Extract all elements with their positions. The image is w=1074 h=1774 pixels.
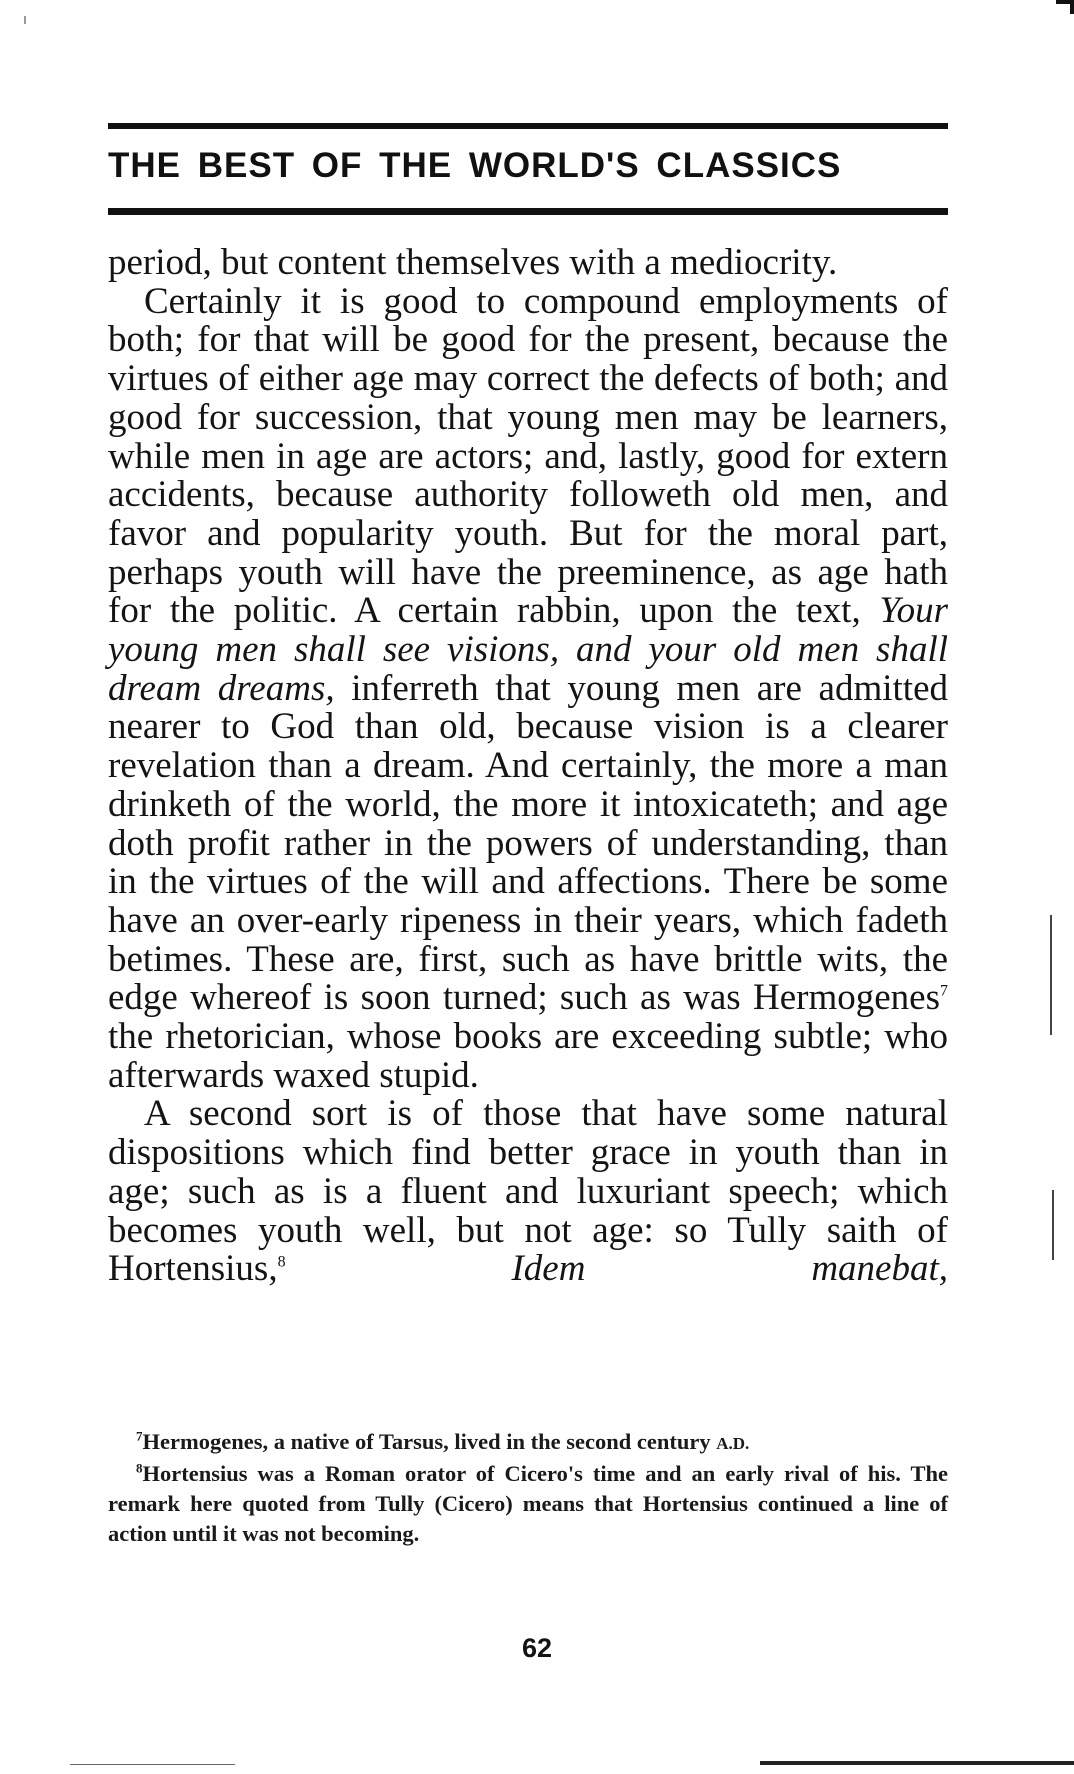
footnote-mark-8: 8 [136,1460,143,1476]
page-corner-mark [1056,0,1074,14]
running-head: THE BEST OF THE WORLD'S CLASSICS [108,146,842,185]
footnote-8-text: Hortensius was a Roman orator of Cicero's time and an early rival of his. The remark here quoted from Tully (Cicero) means that Hortensius continued a line of action until it was not becoming. [108,1461,948,1546]
paragraph-2-text-b: inferreth that young men are admitted nearer to God than old, because vision is a clearer revelation than a dream. And certainly, the more a man drinketh of the world, the more it intoxicateth; and age doth profit rather in the powers of understanding, than in the virtues of the will and affections. There be some have an over-early ripeness in their years, which fadeth betimes. These are, first, such as have brittle wits, the edge whereof is soon turned; such as was Hermogenes [108,667,948,1019]
paragraph-3 [108,1095,948,1289]
paragraph-1-text: period, but content themselves with a mediocrity. [108,242,838,283]
scan-edge-mark [1050,915,1052,1035]
scan-bottom-mark [70,1764,235,1765]
page-speck [24,16,26,24]
footnote-8 [108,1459,948,1549]
paragraph-2-text-a: Certainly it is good to compound employments of both; for that will be good for the present, because the virtues of either age may correct the defects of both; and good for succession, that young men may be learners, while men in age are actors; and, lastly, good for extern accidents, because authority followeth old men, and favor and popularity youth. But for the moral part, perhaps youth will have the preeminence, as age hath for the politic. A certain rabbin, upon the text, [108,280,948,632]
footnote-ref-8[interactable]: 8 [277,1253,286,1271]
footnote-7 [108,1427,948,1459]
page-number: 62 [521,1633,553,1663]
paragraph-2-text-c: the rhetorician, whose books are exceeding subtle; who afterwards waxed stupid. [108,1016,948,1096]
footnotes [108,1427,948,1549]
scan-bottom-mark [760,1761,1074,1765]
footnote-ref-7[interactable]: 7 [940,983,948,1001]
paragraph-2 [108,280,948,1096]
footnote-7-era: A.D. [716,1434,750,1453]
paragraph-2-italic-quote: Your young men shall see visions, and your old men shall dream dreams, [108,590,948,709]
body-text [108,244,948,1289]
header-rule-top [108,123,948,129]
paragraph-3-text: A second sort is of those that have some natural dispositions which find better grace in youth than in age; such as is a fluent and luxuriant speech; which becomes youth well, but not age: so Tully saith of Hortensius, [108,1093,948,1290]
footnote-7-text: Hermogenes, a native of Tarsus, lived in the second century [142,1429,711,1454]
header-rule-bottom [108,208,948,215]
scan-edge-mark [1052,1190,1054,1260]
footnote-mark-7: 7 [136,1428,143,1444]
paragraph-1 [108,244,948,283]
paragraph-3-italic-latin: Idem manebat, [511,1248,948,1290]
